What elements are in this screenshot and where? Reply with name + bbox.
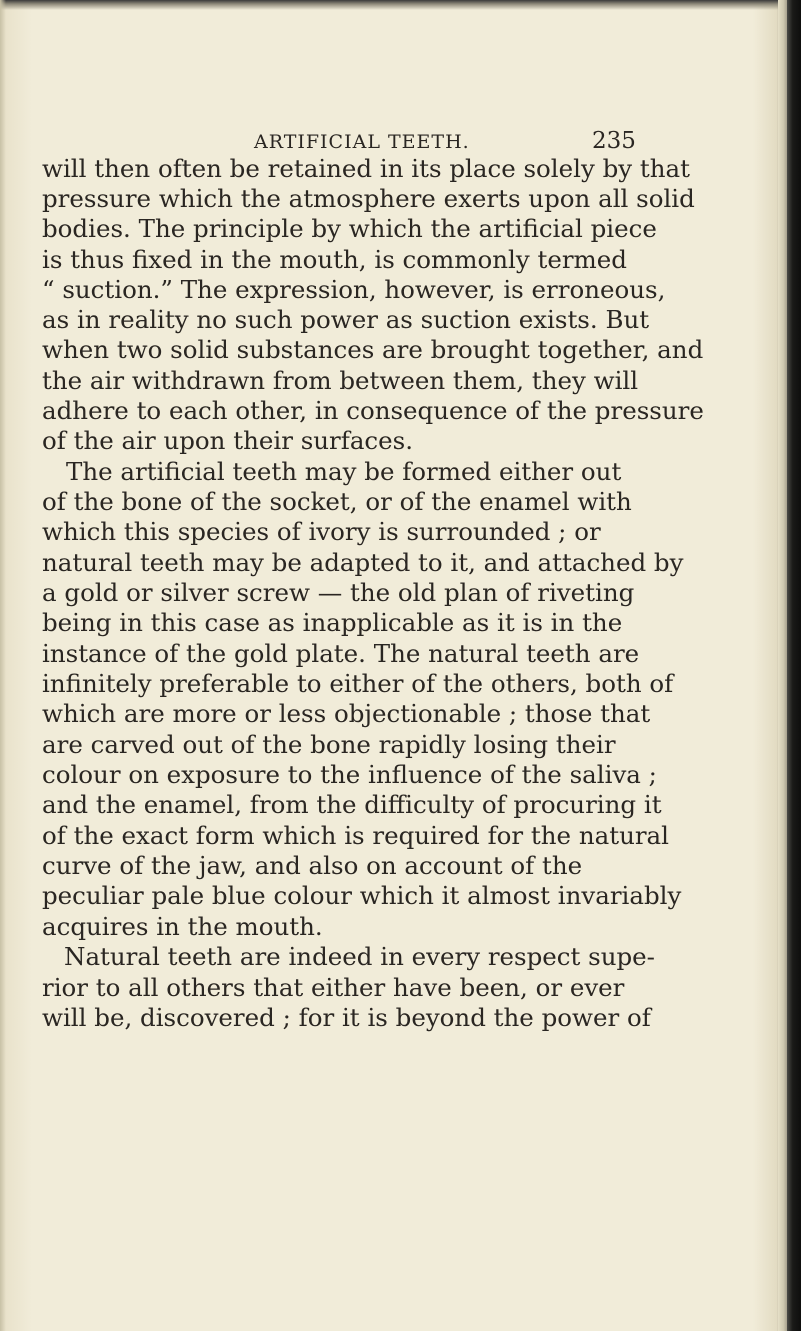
text-line: pressure which the atmosphere exerts upon all solid	[42, 184, 695, 213]
text-line: of the bone of the socket, or of the enamel with	[42, 487, 632, 516]
text-line: is thus fixed in the mouth, is commonly termed	[42, 245, 627, 274]
running-title: ARTIFICIAL TEETH.	[254, 131, 470, 153]
text-line: which this species of ivory is surrounded ; or	[42, 517, 601, 546]
page-number: 235	[592, 128, 636, 154]
text-line: which are more or less objectionable ; those that	[42, 699, 651, 728]
text-line: the air withdrawn from between them, they will	[42, 366, 639, 395]
scan-right-edge	[787, 0, 801, 1331]
text-line: will then often be retained in its place solely by that	[42, 154, 690, 183]
text-line: as in reality no such power as suction exists. But	[42, 305, 650, 334]
page-left-edge	[0, 0, 6, 1331]
text-line: The artificial teeth may be formed either out	[66, 457, 622, 486]
text-line: acquires in the mouth.	[42, 912, 323, 941]
text-line: “ suction.” The expression, however, is erroneous,	[42, 275, 666, 304]
text-line: when two solid substances are brought together, and	[42, 335, 704, 364]
text-line: infinitely preferable to either of the others, both of	[42, 669, 674, 698]
text-line: rior to all others that either have been, or ever	[42, 973, 625, 1002]
text-line: colour on exposure to the influence of the saliva ;	[42, 760, 657, 789]
text-line: natural teeth may be adapted to it, and attached by	[42, 548, 684, 577]
text-line: Natural teeth are indeed in every respect supe-	[64, 942, 655, 971]
text-line: being in this case as inapplicable as it is in the	[42, 608, 623, 637]
text-line: peculiar pale blue colour which it almost invariably	[42, 881, 682, 910]
text-line: adhere to each other, in consequence of the pressure	[42, 396, 704, 425]
text-line: bodies. The principle by which the artificial piece	[42, 214, 657, 243]
page-gutter	[778, 0, 787, 1331]
text-line: are carved out of the bone rapidly losing their	[42, 730, 616, 759]
text-line: curve of the jaw, and also on account of the	[42, 851, 583, 880]
text-line: and the enamel, from the difficulty of procuring it	[42, 790, 662, 819]
text-line: of the air upon their surfaces.	[42, 426, 414, 455]
text-line: instance of the gold plate. The natural teeth are	[42, 639, 640, 668]
scan-top-shadow	[0, 0, 801, 10]
text-line: of the exact form which is required for the natural	[42, 821, 669, 850]
text-line: a gold or silver screw — the old plan of riveting	[42, 578, 635, 607]
text-line: will be, discovered ; for it is beyond the power of	[42, 1003, 651, 1032]
